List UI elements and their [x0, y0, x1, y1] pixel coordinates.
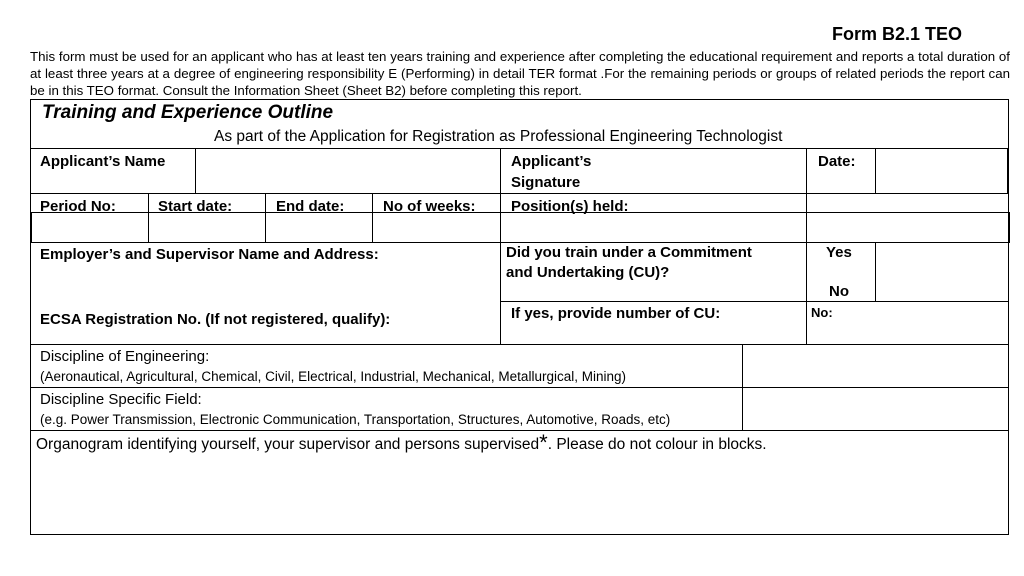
form-id: Form B2.1 TEO [832, 24, 963, 44]
period-no-field[interactable] [33, 214, 147, 241]
weeks-field[interactable] [374, 214, 499, 241]
discipline-specific-examples: (e.g. Power Transmission, Electronic Communication, Transportation, Structures, Automotive, Roads, etc) [40, 412, 671, 427]
cu-number-field[interactable] [840, 303, 1007, 343]
signature-field[interactable] [602, 150, 804, 192]
organogram-label: Organogram identifying yourself, your supervisor and persons supervised*. Please do not colour in blocks. [36, 430, 767, 455]
applicant-signature-label-2: Signature [511, 174, 581, 191]
date-label: Date: [818, 153, 856, 170]
organogram-area[interactable] [32, 460, 1007, 533]
discipline-specific-field[interactable] [744, 389, 1007, 429]
cu-yes-checkbox[interactable] [877, 244, 1007, 300]
weeks-label: No of weeks: [383, 198, 476, 215]
date-field[interactable] [877, 150, 1007, 192]
cu-yes-option[interactable]: Yes [826, 244, 852, 261]
employer-label: Employer’s and Supervisor Name and Address: [40, 246, 379, 263]
applicant-name-field[interactable] [197, 150, 498, 192]
form-title: Training and Experience Outline [42, 102, 334, 123]
cu-no-option[interactable]: No [829, 283, 849, 300]
cu-no-label: No: [811, 305, 833, 320]
discipline-specific-label: Discipline Specific Field: [40, 391, 202, 408]
cu-question-2: and Undertaking (CU)? [506, 264, 670, 281]
intro-text: This form must be used for an applicant who has at least ten years training and experience after completing the educational requirement and reports a total duration of at least three years at a degree of engineering responsibility E (Performing) in detail TER format .For the remaining periods or groups of related periods the report can be in this TEO format. Consult the Information Sheet (Sheet B2) before completing this report. [30, 49, 1010, 98]
end-date-label: End date: [276, 198, 345, 215]
ecsa-label: ECSA Registration No. (If not registered, qualify): [40, 311, 391, 328]
start-date-field[interactable] [150, 214, 264, 241]
discipline-label: Discipline of Engineering: [40, 348, 210, 365]
cu-number-label: If yes, provide number of CU: [511, 305, 721, 322]
discipline-examples: (Aeronautical, Agricultural, Chemical, Civil, Electrical, Industrial, Mechanical, Metallurgical, Mining) [40, 369, 626, 384]
period-no-label: Period No: [40, 198, 116, 215]
positions-label: Position(s) held: [511, 198, 629, 215]
discipline-field[interactable] [744, 346, 1007, 386]
form-subtitle: As part of the Application for Registration as Professional Engineering Technologist [214, 128, 783, 145]
applicant-name-label: Applicant’s Name [40, 153, 166, 170]
cu-question-1: Did you train under a Commitment [506, 244, 752, 261]
positions-extra-field[interactable] [808, 214, 1008, 241]
start-date-label: Start date: [158, 198, 233, 215]
end-date-field[interactable] [267, 214, 371, 241]
applicant-signature-label-1: Applicant’s [511, 153, 592, 170]
positions-field[interactable] [502, 214, 805, 241]
